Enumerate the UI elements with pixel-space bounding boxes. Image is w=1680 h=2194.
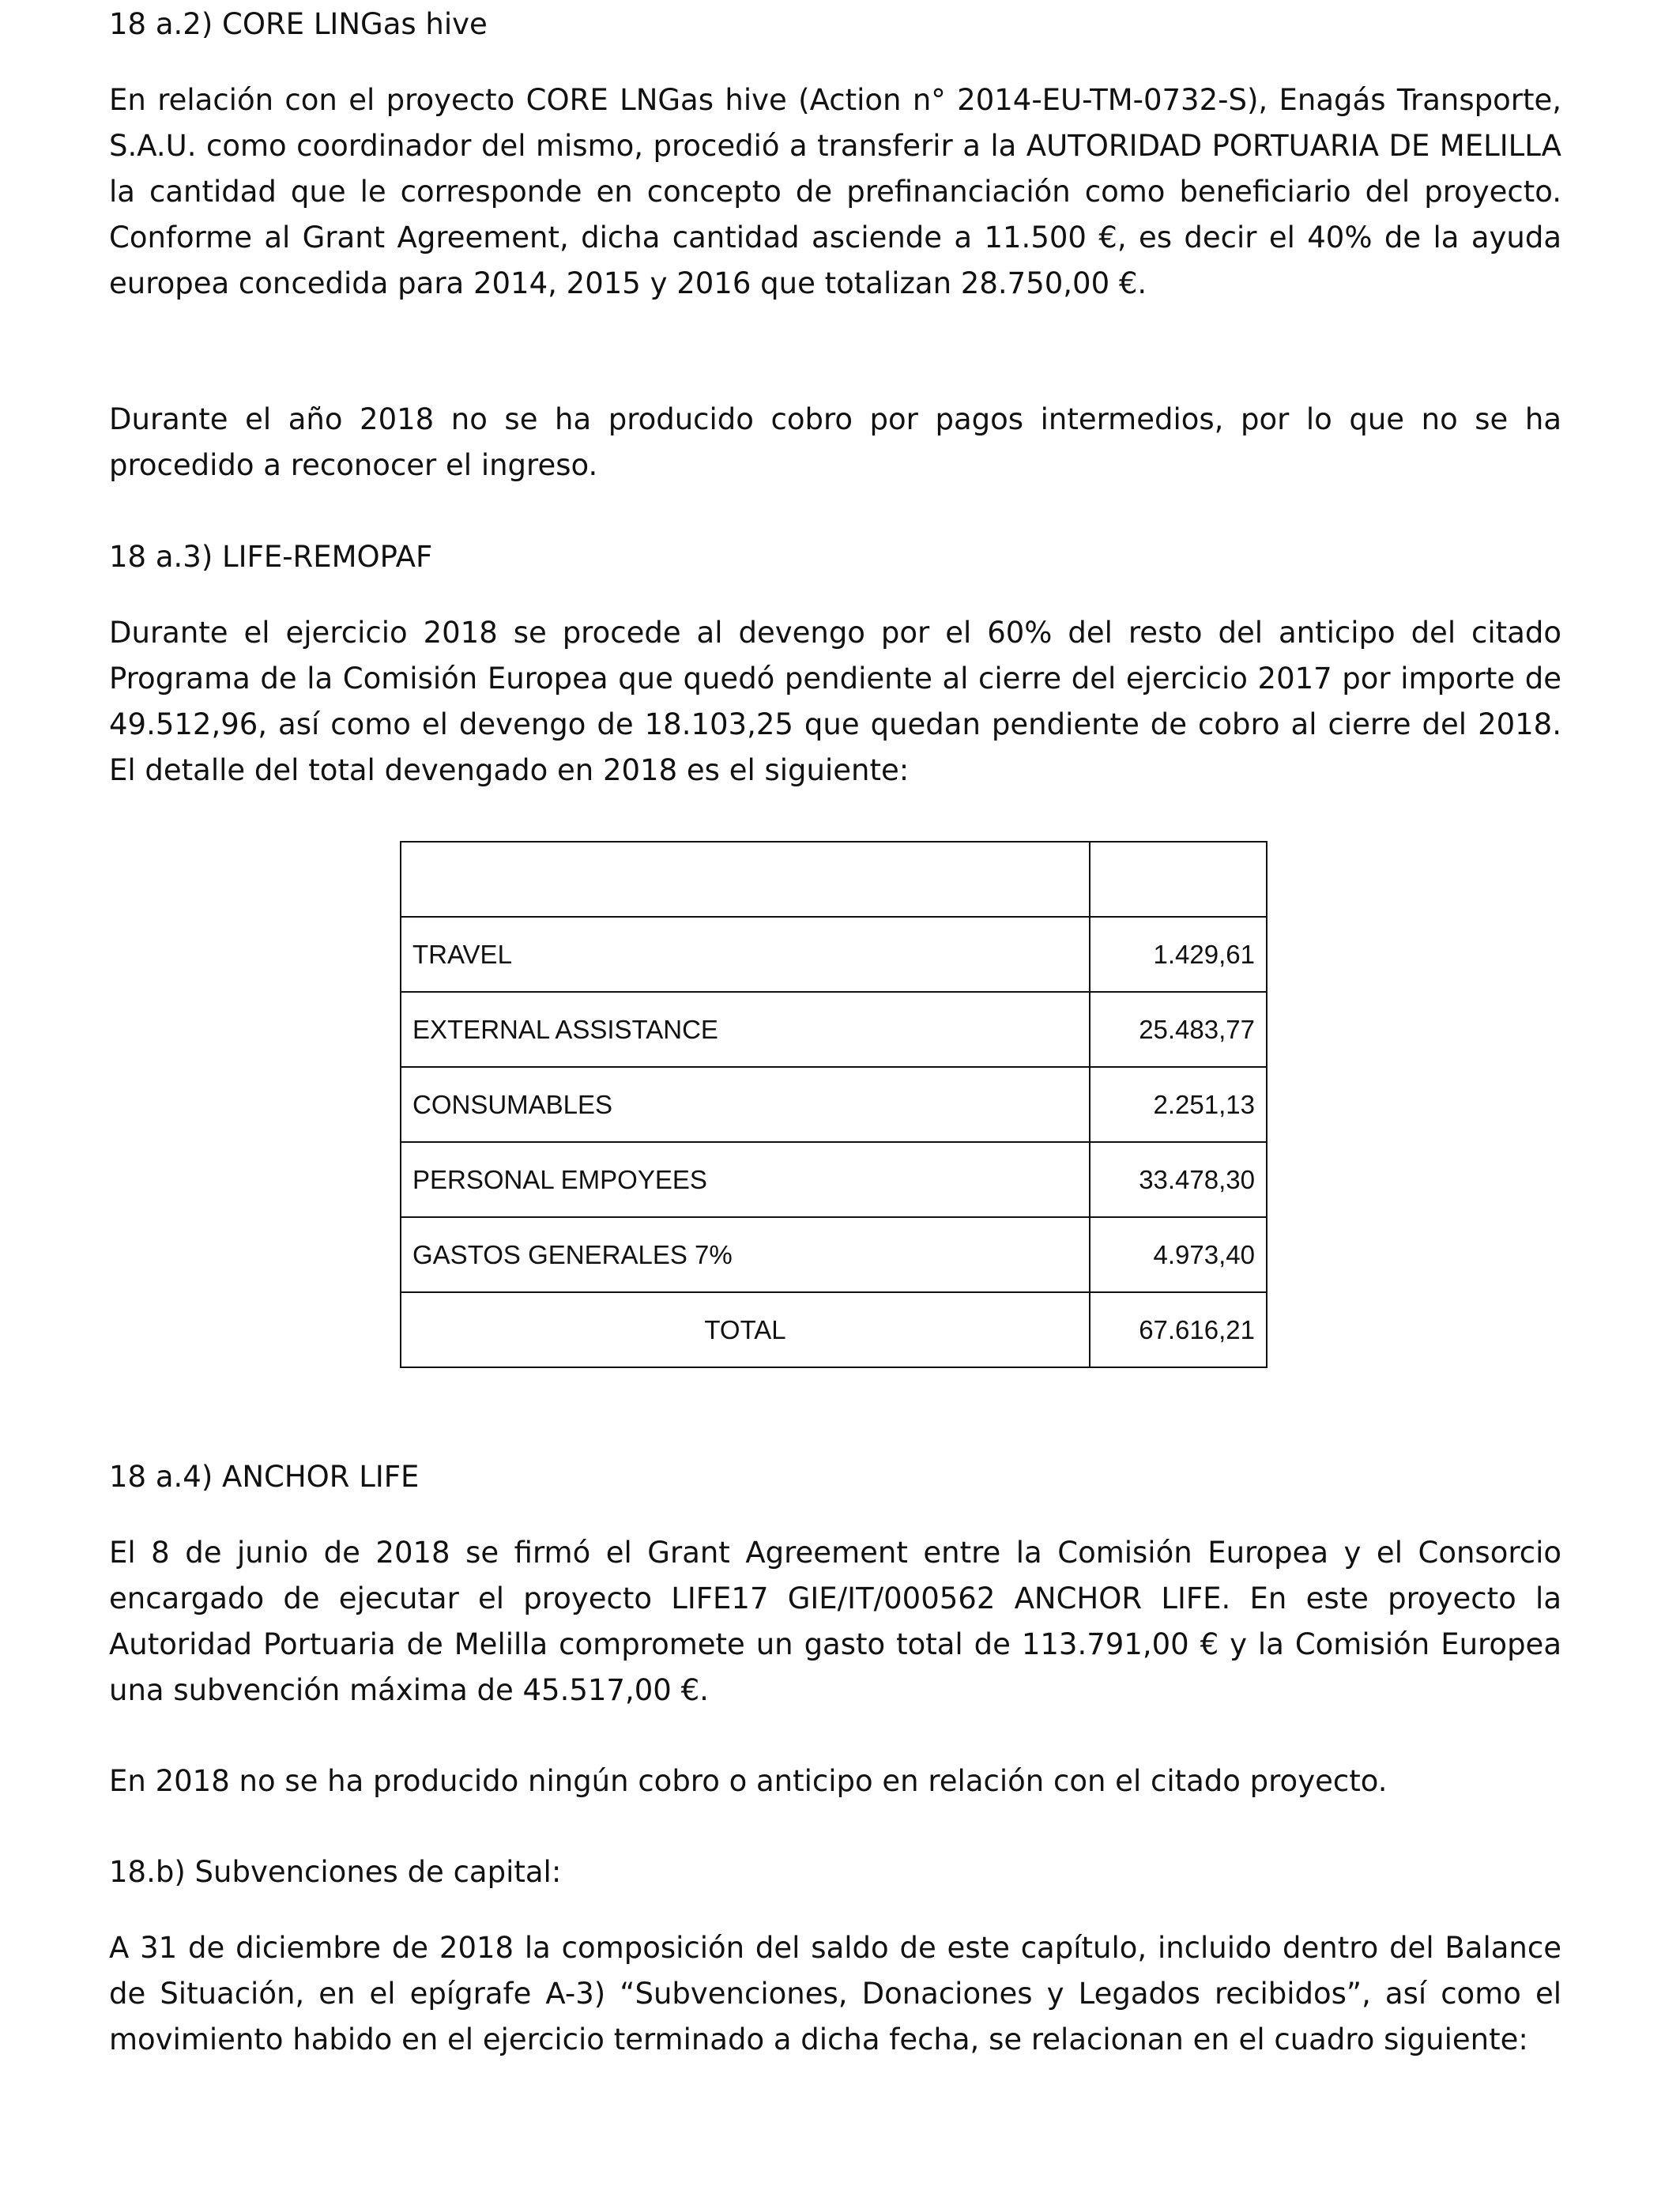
section-a4-paragraph-2: En 2018 no se ha producido ningún cobro o anticipo en relación con el citado proyecto. bbox=[109, 1764, 1388, 1798]
table-row-value: 25.483,77 bbox=[1090, 992, 1267, 1067]
table-row bbox=[401, 1217, 1267, 1292]
table-row-label: TRAVEL bbox=[401, 917, 1090, 992]
table-header-cell-label bbox=[401, 842, 1090, 917]
section-a2-heading: 18 a.2) CORE LINGas hive bbox=[109, 7, 488, 41]
devengo-table bbox=[400, 841, 1268, 1368]
table-header-cell-value bbox=[1090, 842, 1267, 917]
table-row-value: 4.973,40 bbox=[1090, 1217, 1267, 1292]
table-row-value: 1.429,61 bbox=[1090, 917, 1267, 992]
table-row-value: 33.478,30 bbox=[1090, 1142, 1267, 1217]
section-a4-paragraph-1: El 8 de junio de 2018 se firmó el Grant Agreement entre la Comisión Europea y el Consorcio encargado de ejecutar el proyecto LIFE17 GIE/IT/000562 ANCHOR LIFE. En este proyecto la Autoridad Portuaria de Melilla compromete un gasto total de 113.791,00 € y la Comisión Europea una subvención máxima de 45.517,00 €. bbox=[109, 1536, 1561, 1707]
section-a4-heading: 18 a.4) ANCHOR LIFE bbox=[109, 1460, 420, 1494]
table-row bbox=[401, 1142, 1267, 1217]
table-header-row bbox=[401, 842, 1267, 917]
table-total-value: 67.616,21 bbox=[1090, 1292, 1267, 1367]
table-total-row bbox=[401, 1292, 1267, 1367]
section-a2-paragraph-2: Durante el año 2018 no se ha producido cobro por pagos intermedios, por lo que no se ha procedido a reconocer el ingreso. bbox=[109, 402, 1561, 482]
table-row-label: EXTERNAL ASSISTANCE bbox=[401, 992, 1090, 1067]
table-row-label: GASTOS GENERALES 7% bbox=[401, 1217, 1090, 1292]
table-total-label: TOTAL bbox=[401, 1292, 1090, 1367]
section-b-heading: 18.b) Subvenciones de capital: bbox=[109, 1855, 562, 1889]
table-row bbox=[401, 1067, 1267, 1142]
table-row-label: CONSUMABLES bbox=[401, 1067, 1090, 1142]
table-row-value: 2.251,13 bbox=[1090, 1067, 1267, 1142]
devengo-table-container bbox=[400, 841, 1268, 1368]
section-a3-heading: 18 a.3) LIFE-REMOPAF bbox=[109, 540, 433, 574]
table-row-label: PERSONAL EMPOYEES bbox=[401, 1142, 1090, 1217]
table-row bbox=[401, 992, 1267, 1067]
section-a2-paragraph-1: En relación con el proyecto CORE LNGas hive (Action n° 2014-EU-TM-0732-S), Enagás Transporte, S.A.U. como coordinador del mismo, procedió a transferir a la AUTORIDAD PORTUARIA DE MELILLA la cantidad que le corresponde en concepto de prefinanciación como beneficiario del proyecto. Conforme al Grant Agreement, dicha cantidad asciende a 11.500 €, es decir el 40% de la ayuda europea concedida para 2014, 2015 y 2016 que totalizan 28.750,00 €. bbox=[109, 83, 1561, 300]
section-b-paragraph-1: A 31 de diciembre de 2018 la composición del saldo de este capítulo, incluido dentro del Balance de Situación, en el epígrafe A-3) “Subvenciones, Donaciones y Legados recibidos”, así como el movimiento habido en el ejercicio terminado a dicha fecha, se relacionan en el cuadro siguiente: bbox=[109, 1931, 1561, 2056]
table-row bbox=[401, 917, 1267, 992]
section-a3-paragraph-1: Durante el ejercicio 2018 se procede al devengo por el 60% del resto del anticipo del citado Programa de la Comisión Europea que quedó pendiente al cierre del ejercicio 2017 por importe de 49.512,96, así como el devengo de 18.103,25 que quedan pendiente de cobro al cierre del 2018. El detalle del total devengado en 2018 es el siguiente: bbox=[109, 616, 1561, 787]
